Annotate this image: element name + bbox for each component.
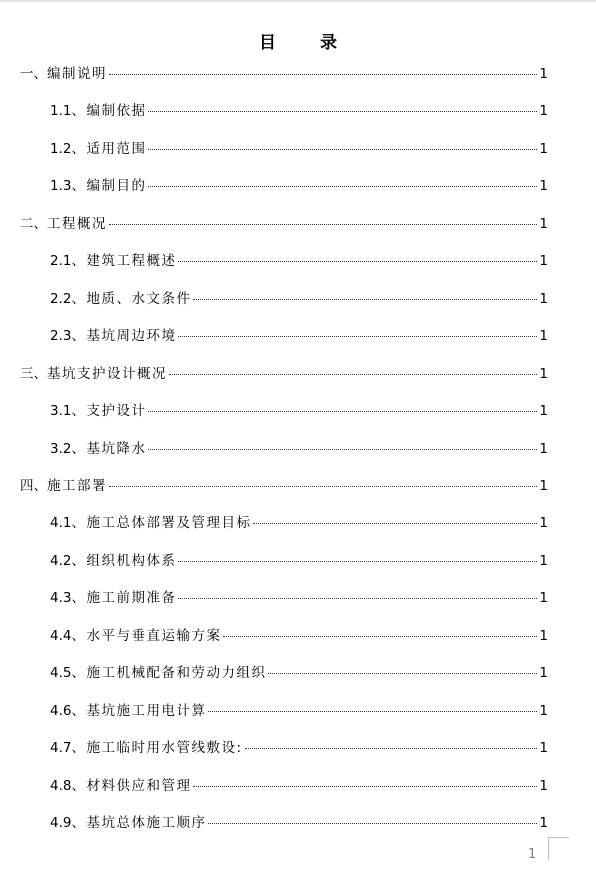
page-corner-mark — [548, 837, 569, 860]
toc-dot-leader — [193, 786, 537, 787]
toc-dot-leader — [109, 486, 537, 487]
toc-dot-leader — [245, 748, 538, 749]
toc-entry[interactable] — [20, 362, 548, 386]
toc-title — [0, 28, 596, 53]
toc-entry-number: 4.9 — [50, 815, 72, 831]
toc-dot-leader — [178, 336, 537, 337]
toc-entry-page-number: 1 — [539, 515, 548, 532]
toc-entry-text: 工程概况 — [47, 215, 107, 232]
toc-entry-page-number: 1 — [539, 290, 548, 307]
toc-dot-leader — [148, 449, 537, 450]
toc-dot-leader — [148, 411, 537, 412]
toc-entry-text: 、施工机械配备和劳动力组织 — [71, 665, 267, 682]
toc-entry-number: 4.2 — [50, 552, 72, 569]
toc-entry-page-number: 1 — [539, 627, 548, 644]
toc-dot-leader — [253, 523, 537, 524]
toc-entry-page-number: 1 — [539, 178, 548, 195]
toc-entry-text: 、材料供应和管理 — [71, 777, 192, 794]
toc-entry[interactable] — [50, 137, 548, 161]
toc-entry-text: 、编制目的 — [71, 178, 147, 195]
toc-entry[interactable] — [50, 437, 548, 461]
toc-entry[interactable] — [50, 699, 548, 723]
toc-entry-page-number: 1 — [539, 777, 548, 794]
toc-entry-number: 2.3 — [50, 328, 72, 345]
toc-entry-page-number: 1 — [539, 215, 548, 232]
toc-dot-leader — [148, 149, 537, 150]
toc-entry-text: 基坑支护设计概况 — [47, 365, 167, 382]
toc-entry-text: 、支护设计 — [71, 403, 147, 420]
toc-entry-number: 2.1 — [50, 253, 72, 270]
toc-entry-number: 一、 — [20, 66, 47, 82]
toc-entry-number: 4.6 — [50, 702, 72, 719]
toc-entry-number: 4.1 — [50, 515, 72, 532]
toc-entry-number: 4.3 — [50, 590, 72, 607]
toc-entry[interactable] — [20, 212, 548, 236]
toc-entry-text: 、组织机构体系 — [71, 552, 177, 569]
toc-entry-page-number: 1 — [539, 702, 548, 719]
toc-entry-text: 、建筑工程概述 — [71, 253, 177, 270]
toc-dot-leader — [208, 823, 537, 824]
toc-entry-text: 、基坑总体施工顺序 — [71, 815, 207, 831]
toc-dot-leader — [208, 711, 537, 712]
toc-entry-number: 4.5 — [50, 665, 72, 682]
toc-title-char-2: 录 — [320, 33, 337, 53]
toc-entry-text: 、基坑施工用电计算 — [71, 702, 207, 719]
toc-entry-number: 1.2 — [50, 140, 72, 157]
toc-entry[interactable] — [50, 511, 548, 535]
toc-entry-page-number: 1 — [539, 590, 548, 607]
toc-entry[interactable] — [50, 174, 548, 198]
toc-entry-number: 2.2 — [50, 290, 72, 307]
toc-entry-number: 3.1 — [50, 403, 72, 420]
toc-entry-page-number: 1 — [539, 440, 548, 457]
toc-entry[interactable] — [50, 586, 548, 610]
toc-dot-leader — [193, 299, 537, 300]
toc-title-char-1: 目 — [259, 33, 276, 53]
toc-entry-number: 1.3 — [50, 178, 72, 195]
toc-dot-leader — [223, 636, 537, 637]
toc-dot-leader — [109, 74, 537, 75]
toc-entry[interactable] — [50, 811, 548, 835]
toc-entry-text: 、施工前期准备 — [71, 590, 177, 607]
toc-entry-text: 编制说明 — [47, 66, 107, 82]
toc-entry-page-number: 1 — [539, 328, 548, 345]
page-top-shadow — [0, 0, 596, 3]
toc-entry[interactable] — [50, 99, 548, 123]
toc-entry-page-number: 1 — [539, 403, 548, 420]
toc-entry-text: 施工部署 — [47, 477, 107, 494]
toc-entry[interactable] — [50, 324, 548, 348]
toc-entry-text: 、施工临时用水管线敷设: — [71, 740, 243, 757]
toc-entry-number: 三、 — [20, 365, 47, 382]
toc-entry[interactable] — [50, 287, 548, 311]
toc-entry-page-number: 1 — [539, 815, 548, 831]
toc-entry-text: 、基坑周边环境 — [71, 328, 177, 345]
toc-entry-page-number: 1 — [539, 477, 548, 494]
toc-entry-page-number: 1 — [539, 552, 548, 569]
toc-entry-number: 4.8 — [50, 777, 72, 794]
toc-entry-page-number: 1 — [539, 253, 548, 270]
toc-entry-number: 4.7 — [50, 740, 72, 757]
toc-entry-page-number: 1 — [539, 365, 548, 382]
toc-dot-leader — [109, 224, 537, 225]
toc-entry-text: 、水平与垂直运输方案 — [71, 627, 222, 644]
toc-dot-leader — [169, 374, 537, 375]
toc-entry-page-number: 1 — [539, 66, 548, 82]
toc-entry-page-number: 1 — [539, 665, 548, 682]
toc-entry-text: 、地质、水文条件 — [71, 290, 192, 307]
toc-entry-number: 4.4 — [50, 627, 72, 644]
toc-dot-leader — [148, 111, 537, 112]
toc-entry[interactable] — [50, 736, 548, 760]
toc-dot-leader — [148, 186, 537, 187]
toc-entry[interactable] — [50, 249, 548, 273]
toc-entry-page-number: 1 — [539, 103, 548, 120]
toc-entry-number: 二、 — [20, 215, 47, 232]
toc-entry-page-number: 1 — [539, 740, 548, 757]
toc-entry[interactable] — [20, 62, 548, 86]
toc-entry-number: 1.1 — [50, 103, 72, 120]
toc-entry-text: 、基坑降水 — [71, 440, 147, 457]
toc-entry-text: 、适用范围 — [71, 140, 147, 157]
toc-entry-text: 、编制依据 — [71, 103, 147, 120]
toc-entry[interactable] — [50, 774, 548, 798]
toc-entry[interactable] — [50, 399, 548, 423]
toc-entry-page-number: 1 — [539, 140, 548, 157]
toc-entry[interactable] — [50, 661, 548, 685]
toc-entry-number: 四、 — [20, 477, 47, 494]
toc-dot-leader — [178, 561, 537, 562]
toc-entry-number: 3.2 — [50, 440, 72, 457]
toc-entry-text: 、施工总体部署及管理目标 — [71, 515, 252, 532]
footer-page-number: 1 — [528, 847, 537, 862]
toc-entry[interactable] — [50, 624, 548, 648]
toc-dot-leader — [178, 261, 537, 262]
toc-entry[interactable] — [20, 474, 548, 498]
toc-dot-leader — [178, 598, 537, 599]
toc-dot-leader — [268, 673, 537, 674]
toc-entry[interactable] — [50, 549, 548, 573]
